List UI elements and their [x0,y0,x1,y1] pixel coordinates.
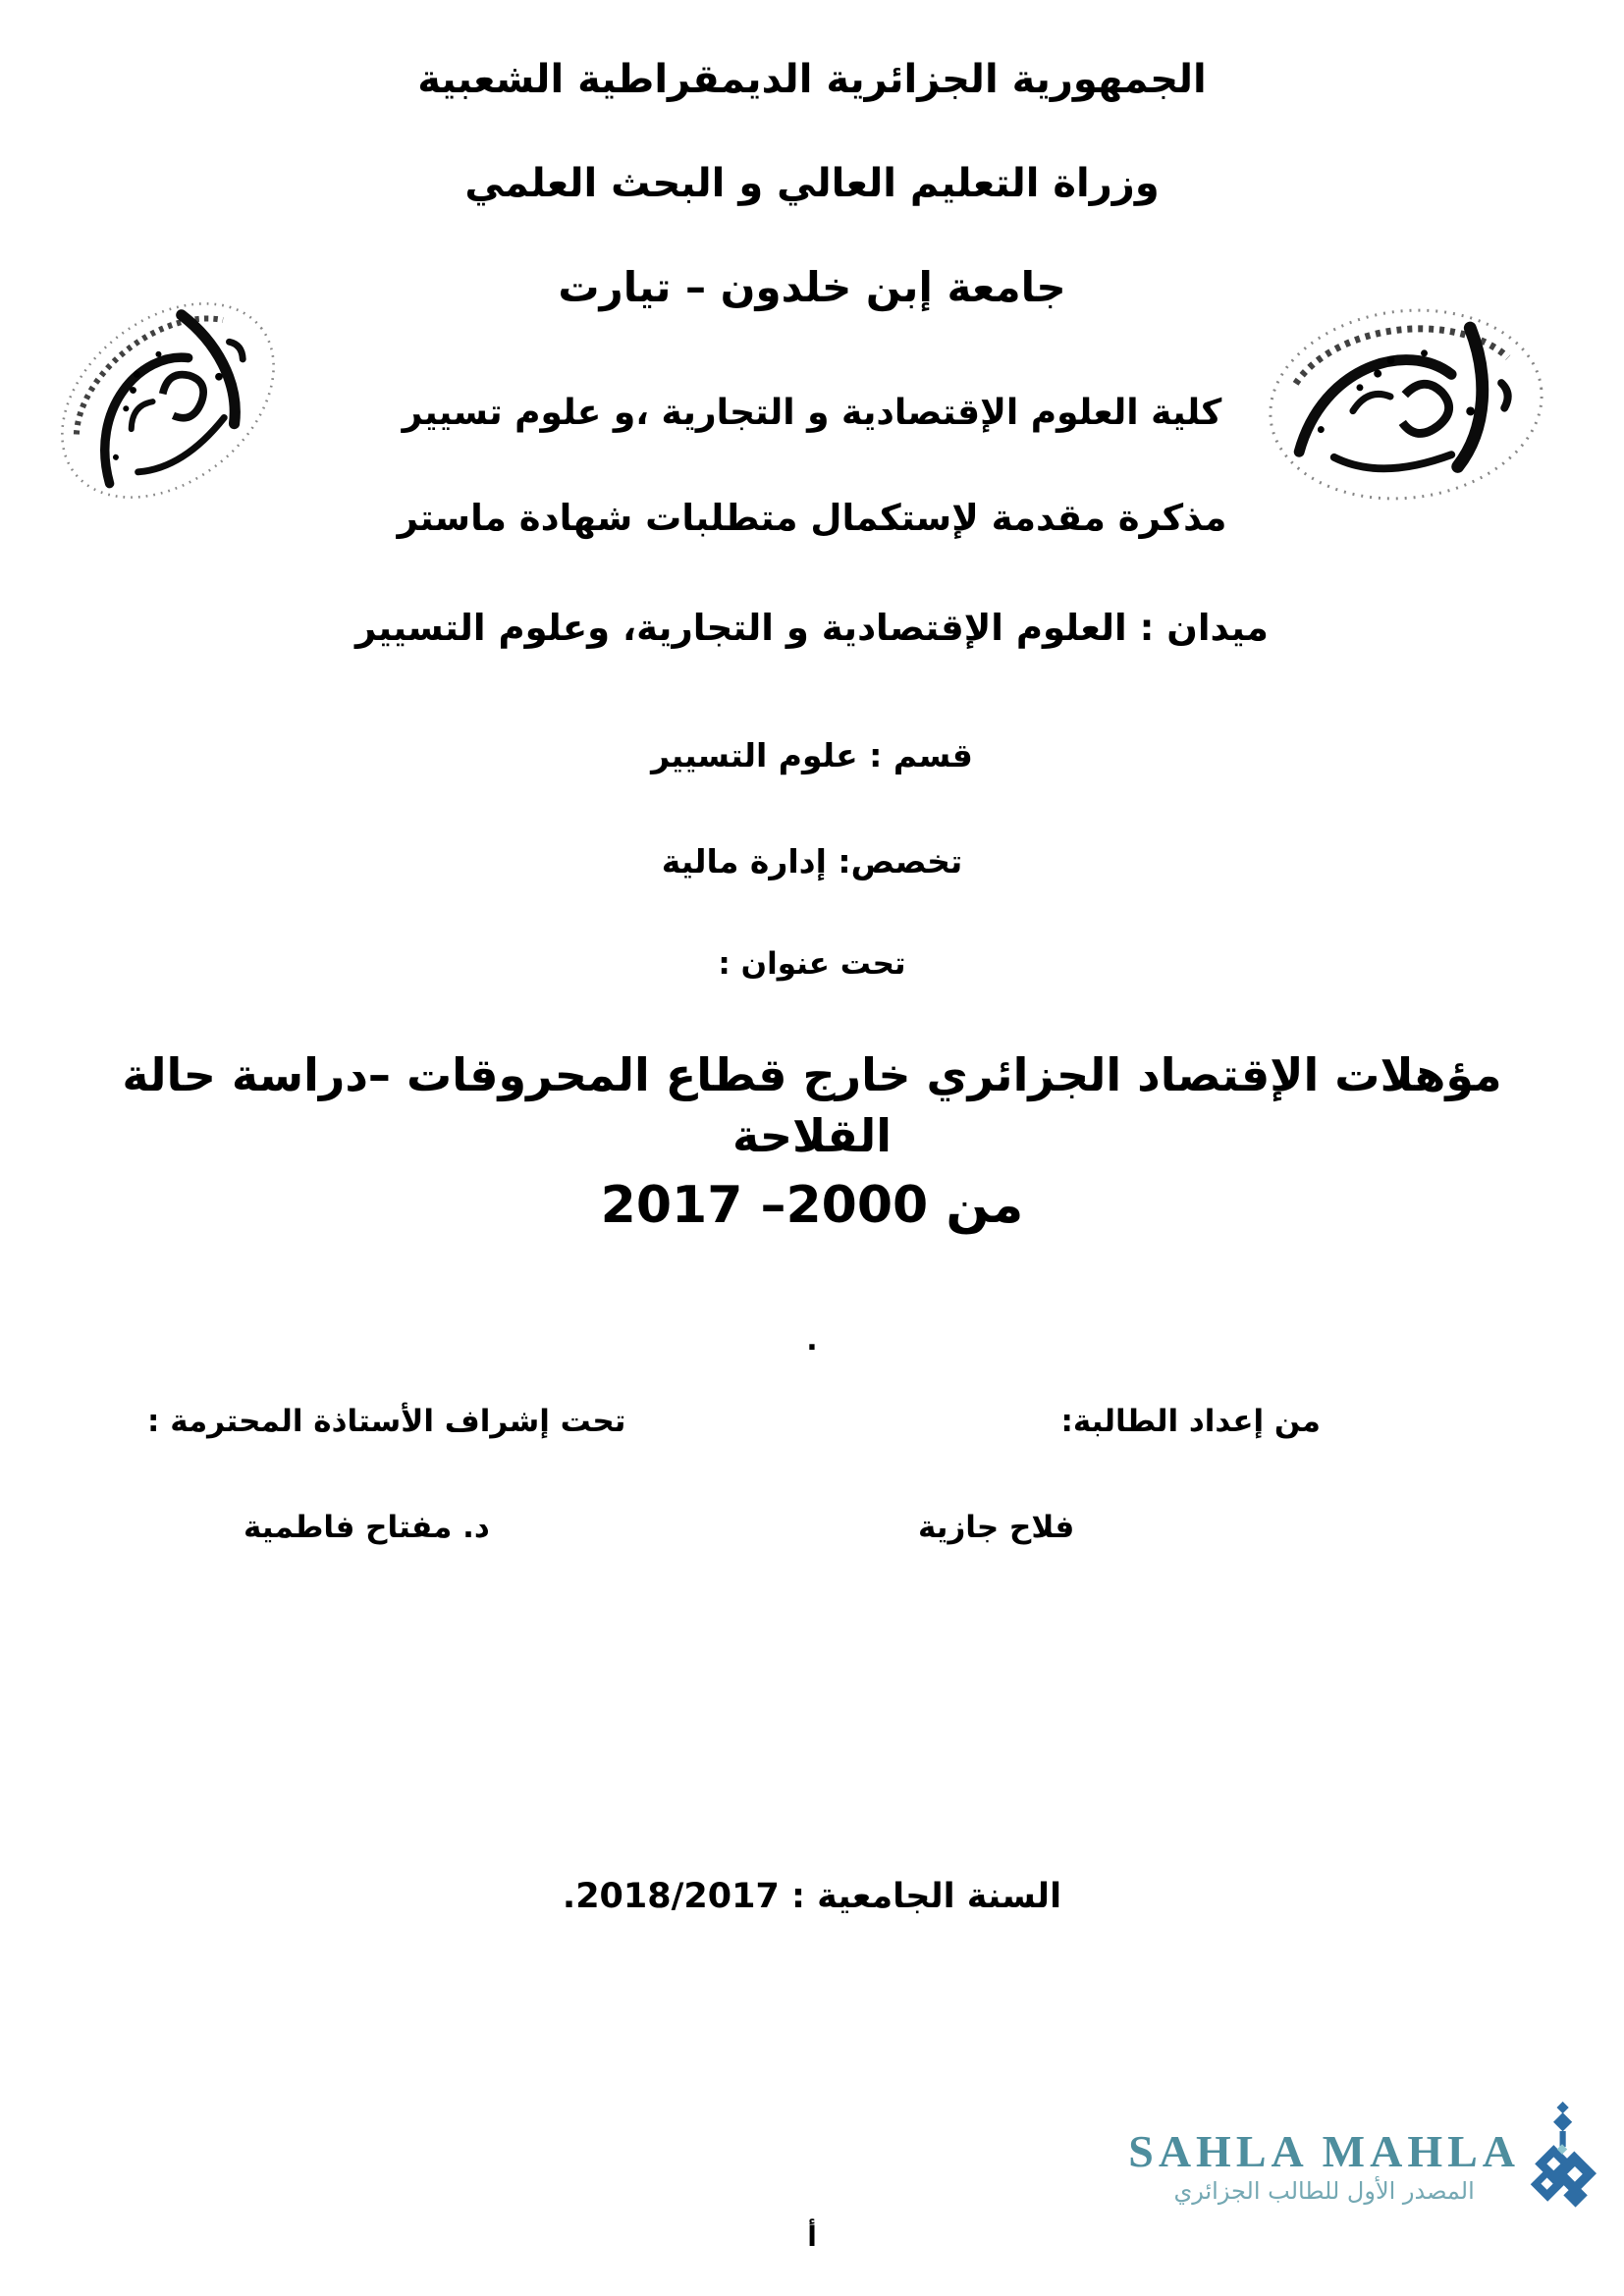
supervisor-label: تحت إشراف الأستاذة المحترمة : [147,1404,626,1439]
study-period-line: من 2000– 2017 [600,1176,1024,1235]
separator-dot: . [806,1323,818,1358]
university-line: جامعة إبن خلدون – تيارت [558,263,1066,311]
under-title-label: تحت عنوان : [718,946,906,982]
sahla-mahla-watermark [1128,2101,1598,2218]
memo-line: مذكرة مقدمة لإستكمال متطلبات شهادة ماستر [397,497,1227,539]
ministry-line: وزراة التعليم العالي و البحث العلمي [464,161,1160,206]
specialty-line: تخصص: إدارة مالية [661,842,963,881]
republic-line: الجمهورية الجزائرية الديمقراطية الشعبية [417,57,1207,102]
field-line: ميدان : العلوم الإقتصادية و التجارية، وعلوم التسيير [355,607,1269,649]
sahla-mahla-logo-icon [1526,2101,1598,2218]
student-name: فلاح جازية [918,1510,1075,1545]
sahla-mahla-textblock [1128,2128,1520,2205]
page-number: أ [807,2220,817,2253]
department-line: قسم : علوم التسيير [651,736,973,774]
sahla-mahla-tagline: المصدر الأول للطالب الجزائري [1173,2177,1475,2206]
supervisor-name: د. مفتاح فاطمية [244,1510,490,1545]
prepared-by-label: من إعداد الطالبة: [1060,1404,1321,1439]
sahla-mahla-wordmark: SAHLA MAHLA [1128,2126,1520,2176]
thesis-title: مؤهلات الإقتصاد الجزائري خارج قطاع المحروقات –دراسة حالة القلاحة [122,1048,1502,1163]
academic-year-line: السنة الجامعية : 2018/2017. [562,1877,1062,1916]
faculty-line: كلية العلوم الإقتصادية و التجارية ،و علوم تسيير [402,393,1222,433]
